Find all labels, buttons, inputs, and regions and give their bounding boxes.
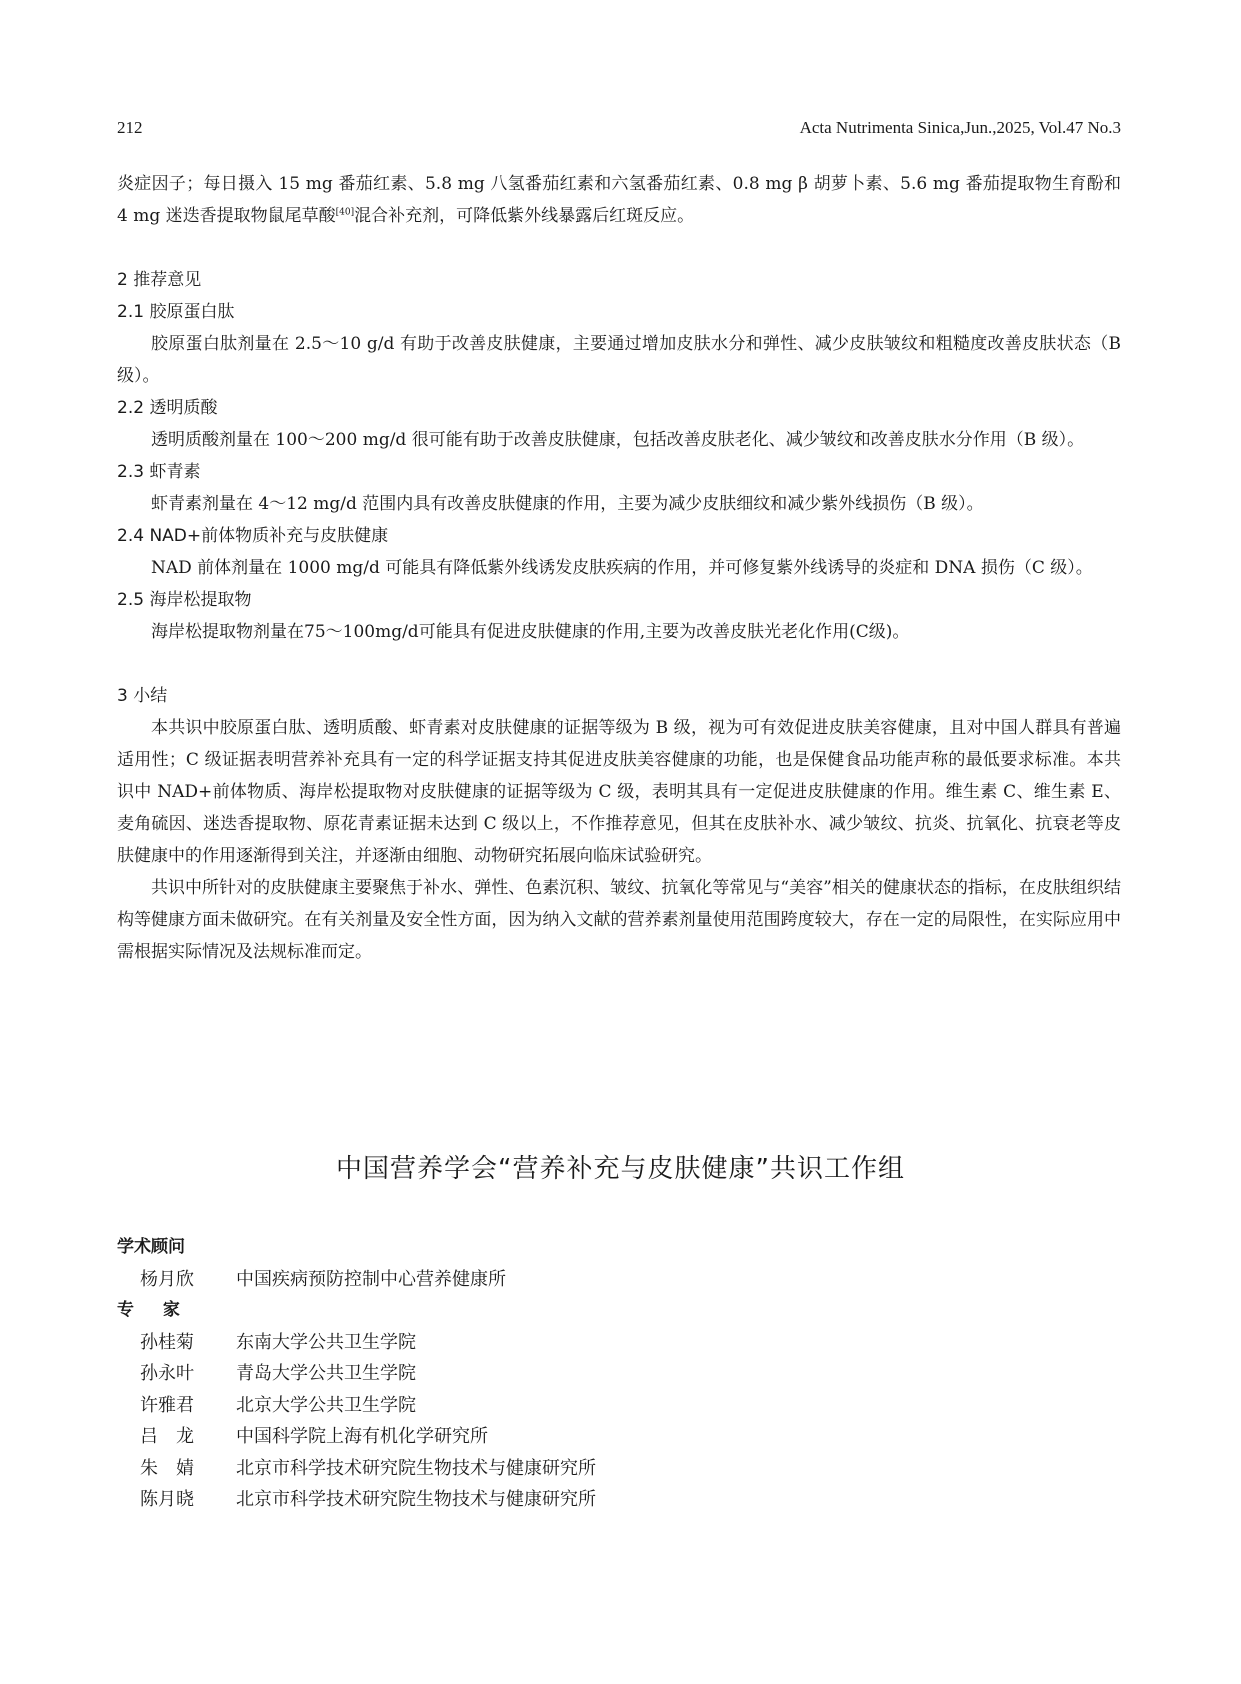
member-row xyxy=(117,1484,917,1516)
member-affiliation: 东南大学公共卫生学院 xyxy=(236,1331,416,1353)
member-name: 孙桂菊 xyxy=(140,1331,194,1353)
citation-ref[interactable]: [40] xyxy=(335,207,355,218)
member-affiliation: 中国疾病预防控制中心营养健康所 xyxy=(236,1268,506,1290)
subsection-heading: 2.1 胶原蛋白肽 xyxy=(117,302,235,322)
subsection-heading: 2.4 NAD+前体物质补充与皮肤健康 xyxy=(117,526,389,546)
member-row xyxy=(117,1264,917,1296)
article-body xyxy=(117,168,1121,968)
recommendation-paragraph: 胶原蛋白肽剂量在 2.5～10 g/d 有助于改善皮肤健康，主要通过增加皮肤水分和弹性、减少皮肤皱纹和粗糙度改善皮肤状态（B 级）。 xyxy=(117,334,1121,386)
subsection-heading: 2.2 透明质酸 xyxy=(117,398,218,418)
recommendation-paragraph: 虾青素剂量在 4～12 mg/d 范围内具有改善皮肤健康的作用，主要为减少皮肤细纹和减少紫外线损伤（B 级）。 xyxy=(151,494,984,514)
page-number: 212 xyxy=(117,118,143,137)
member-affiliation: 北京市科学技术研究院生物技术与健康研究所 xyxy=(236,1489,596,1510)
member-name: 陈月晓 xyxy=(140,1489,194,1510)
member-row xyxy=(117,1358,917,1390)
member-name: 孙永叶 xyxy=(140,1363,194,1384)
intro-text: 炎症因子；每日摄入 15 mg 番茄红素、5.8 mg 八氢番茄红素和六氢番茄红素、0.8 mg β 胡萝卜素、5.6 mg 番茄提取物生育酚和 4 mg 迷迭香提取物鼠尾草酸 xyxy=(117,174,1121,226)
recommendation-paragraph: NAD 前体剂量在 1000 mg/d 可能具有降低紫外线诱发皮肤疾病的作用，并可修复紫外线诱导的炎症和 DNA 损伤（C 级）。 xyxy=(151,558,1093,578)
intro-text-end: 混合补充剂，可降低紫外线暴露后红斑反应。 xyxy=(354,206,695,226)
experts-label: 专家 xyxy=(117,1300,209,1320)
member-affiliation: 北京大学公共卫生学院 xyxy=(236,1394,416,1416)
member-name: 杨月欣 xyxy=(140,1268,194,1290)
summary-paragraph: 共识中所针对的皮肤健康主要聚焦于补水、弹性、色素沉积、皱纹、抗氧化等常见与“美容”相关的健康状态的指标，在皮肤组织结构等健康方面未做研究。在有关剂量及安全性方面，因为纳入文献的营养素剂量使用范围跨度较大，存在一定的局限性，在实际应用中需根据实际情况及法规标准而定。 xyxy=(117,878,1121,962)
member-affiliation: 中国科学院上海有机化学研究所 xyxy=(236,1426,488,1447)
member-affiliation: 北京市科学技术研究院生物技术与健康研究所 xyxy=(236,1457,596,1479)
advisor-label: 学术顾问 xyxy=(117,1237,185,1257)
member-name: 朱 婧 xyxy=(140,1457,194,1479)
journal-running-header: Acta Nutrimenta Sinica,Jun.,2025, Vol.47 No.3 xyxy=(799,118,1121,137)
member-name: 许雅君 xyxy=(140,1394,194,1416)
member-name: 吕 龙 xyxy=(140,1426,194,1447)
intro-paragraph xyxy=(117,168,1121,232)
member-row xyxy=(117,1390,917,1422)
summary-paragraph: 本共识中胶原蛋白肽、透明质酸、虾青素对皮肤健康的证据等级为 B 级，视为可有效促进皮肤美容健康，且对中国人群具有普遍适用性；C 级证据表明营养补充具有一定的科学证据支持其促进皮肤美容健康的功能，也是保健食品功能声称的最低要求标准。本共识中 NAD+前体物质、海岸松提取物对皮肤健康的证据等级为 C 级，表明其具有一定促进皮肤健康的作用。维生素 C、维生素 E、麦角硫因、迷迭香提取物、原花青素证据未达到 C 级以上，不作推荐意见，但其在皮肤补水、减少皱纹、抗炎、抗氧化、抗衰老等皮肤健康中的作用逐渐得到关注，并逐渐由细胞、动物研究拓展向临床试验研究。 xyxy=(117,718,1121,866)
member-affiliation: 青岛大学公共卫生学院 xyxy=(236,1363,416,1384)
member-row xyxy=(117,1327,917,1359)
recommendation-paragraph: 海岸松提取物剂量在75～100mg/d可能具有促进皮肤健康的作用,主要为改善皮肤光老化作用(C级)。 xyxy=(151,622,910,642)
recommendation-paragraph: 透明质酸剂量在 100～200 mg/d 很可能有助于改善皮肤健康，包括改善皮肤老化、减少皱纹和改善皮肤水分作用（B 级）。 xyxy=(151,430,1085,450)
section-heading: 2 推荐意见 xyxy=(117,270,202,290)
member-list xyxy=(117,1232,917,1516)
working-group-title: 中国营养学会“营养补充与皮肤健康”共识工作组 xyxy=(336,1154,905,1184)
section-heading: 3 小结 xyxy=(117,686,168,706)
member-row xyxy=(117,1453,917,1485)
member-row xyxy=(117,1421,917,1453)
subsection-heading: 2.5 海岸松提取物 xyxy=(117,590,252,610)
subsection-heading: 2.3 虾青素 xyxy=(117,462,201,482)
